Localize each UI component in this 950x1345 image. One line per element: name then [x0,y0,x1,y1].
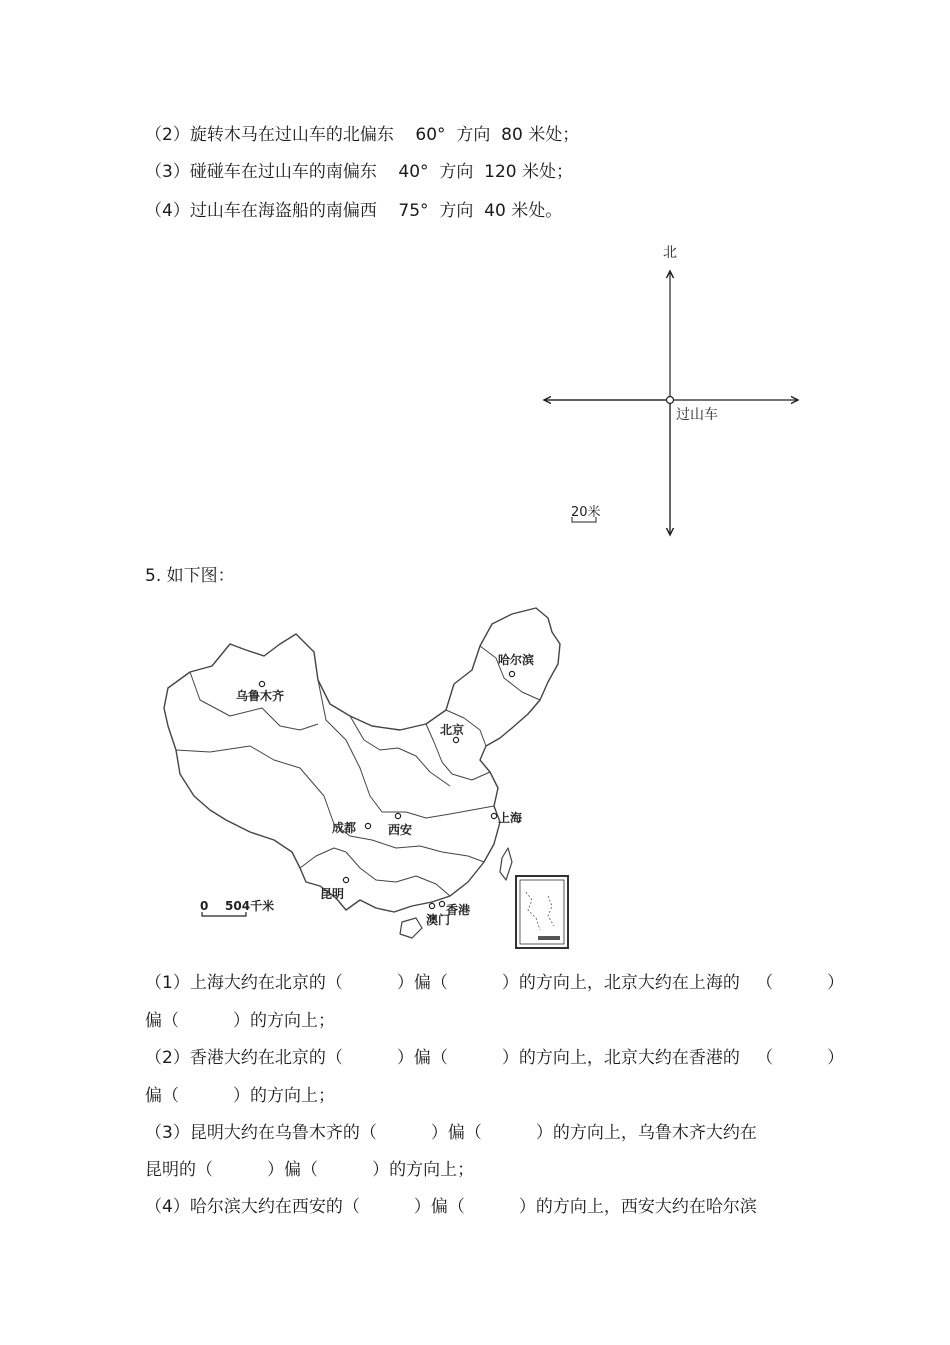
map-border [176,746,334,824]
city-dot-kunming [343,877,348,882]
city-dot-shanghai [491,813,496,818]
question-1-line-1: （1）上海大约在北京的（ ）偏（ ）的方向上，北京大约在上海的 （ ） [145,973,845,993]
taiwan-island [500,848,512,880]
question-2-line-2: 偏（ ）的方向上； [145,1086,336,1106]
city-label-kunming: 昆明 [320,887,345,901]
item-4: （4）过山车在海盗船的南偏西 75° 方向 40 米处。 [145,201,563,221]
city-label-harbin: 哈尔滨 [498,653,535,667]
city-dot-hongkong [439,901,444,906]
hainan-island [400,918,422,938]
city-dot-macau [429,903,434,908]
item-2: （2）旋转木马在过山车的北偏东 60° 方向 80 米处； [145,125,580,145]
map-border [350,716,450,786]
map-scale-label: 0 504千米 [200,899,275,913]
item-3: （3）碰碰车在过山车的南偏东 40° 方向 120 米处； [145,162,574,182]
city-dot-chengdu [365,823,370,828]
question-1-line-2: 偏（ ）的方向上； [145,1011,336,1031]
city-label-hongkong: 香港 [446,903,471,917]
city-dot-harbin [509,671,514,676]
center-point [667,397,674,404]
scale-label: 20米 [571,505,601,520]
city-label-chengdu: 成都 [332,821,357,835]
map-border [300,848,346,868]
center-label: 过山车 [676,407,718,423]
city-label-urumqi: 乌鲁木齐 [236,689,285,703]
question-3-line-1: （3）昆明大约在乌鲁木齐的（ ）偏（ ）的方向上，乌鲁木齐大约在 [145,1123,757,1143]
city-dot-xian [395,813,400,818]
city-label-beijing: 北京 [440,723,465,737]
city-label-xian: 西安 [388,823,413,837]
china-map [150,600,590,955]
north-label: 北 [663,245,677,261]
city-dot-beijing [453,737,458,742]
section-5-heading: 5. 如下图： [145,566,235,586]
question-4-line-1: （4）哈尔滨大约在西安的（ ）偏（ ）的方向上，西安大约在哈尔滨 [145,1197,757,1217]
city-label-macau: 澳门 [426,913,451,927]
map-border [346,852,450,896]
question-2-line-1: （2）香港大约在北京的（ ）偏（ ）的方向上，北京大约在香港的 （ ） [145,1048,845,1068]
city-dot-urumqi [259,681,264,686]
question-3-line-2: 昆明的（ ）偏（ ）的方向上； [145,1160,475,1180]
city-label-shanghai: 上海 [498,811,523,825]
compass-diagram [530,235,830,545]
